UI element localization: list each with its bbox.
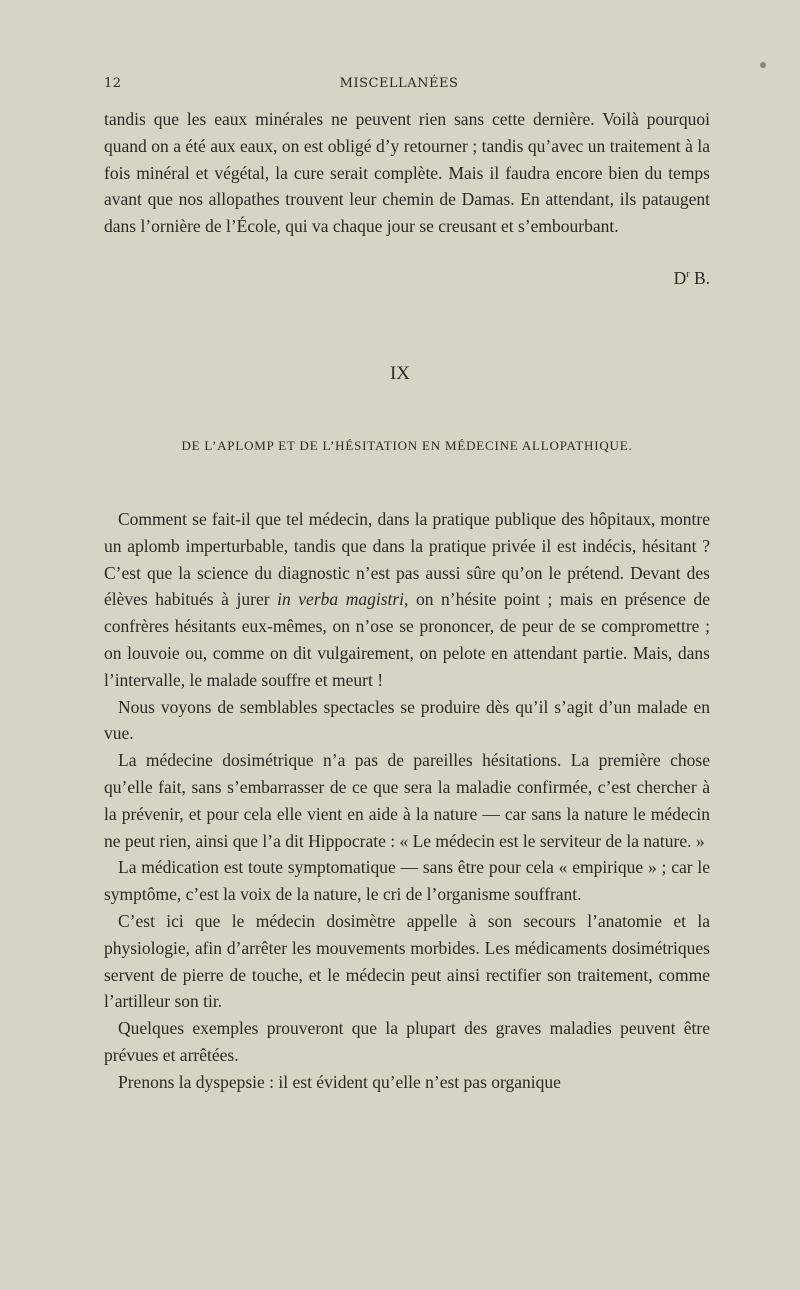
paragraph-5: C’est ici que le médecin dosimètre appelle à son secours l’anatomie et la physiologie, afin d’arrêter les mouvements morbides. Les médicaments dosimétriques servent de pierre de touche, et le médecin peut ainsi rectifier son traitement, comme l’artilleur son tir.: [104, 910, 710, 1012]
page-number: 12: [104, 76, 122, 91]
paragraph-7: Prenons la dyspepsie : il est évident qu’elle n’est pas organique: [118, 1071, 561, 1092]
signature-sup: r: [686, 269, 690, 281]
running-head: [104, 76, 710, 96]
opening-text: [104, 106, 710, 240]
paragraph-3: La médecine dosimétrique n’a pas de pareilles hésitations. La première chose qu’elle fait, sans s’embarrasser de ce que sera la maladie confirmée, c’est chercher à la prévenir, et pour cela elle vient en aide à la nature — car sans la nature le médecin ne peut rien, ainsi que l’a dit Hippocrate : « Le médecin est le serviteur de la nature. »: [104, 750, 710, 851]
section-title: DE L’APLOMP ET DE L’HÉSITATION EN MÉDECINE ALLOPATHIQUE.: [181, 438, 633, 453]
running-title: MISCELLANÉES: [339, 76, 459, 91]
signature-name: B.: [693, 268, 710, 288]
paragraph-4: La médication est toute symptomatique — sans être pour cela « empirique » ; car le symptôme, c’est la voix de la nature, le cri de l’organisme souffrant.: [104, 857, 710, 905]
paragraph-1-part-a: Comment se fait-il que tel médecin, dans la pratique publique des hôpitaux, montre un aplomb imperturbable, tandis que dans la pratique privée il est indécis, hésitant ? C’est que la science du diagnostic n’est pas aussi sûre qu’on le prétend. Devant des élèves habitués à jurer: [104, 509, 710, 610]
opening-paragraph: tandis que les eaux minérales ne peuvent rien sans cette dernière. Voilà pourquoi quand on a été aux eaux, on est obligé d’y retourner ; tandis qu’avec un traitement à la fois minéral et végétal, la cure serait complète. Mais il faudra encore bien du temps avant que nos allopathes trouvent leur chemin de Damas. En attendant, ils pataugent dans l’ornière de l’École, qui va chaque jour se creusant et s’embourbant.: [104, 109, 710, 237]
latin-phrase: in verba magistri,: [277, 589, 409, 610]
signature: [620, 268, 710, 289]
page-speck: [760, 62, 766, 68]
section-body: [104, 506, 710, 1096]
signature-prefix: D: [673, 268, 687, 288]
paragraph-1: [104, 506, 710, 694]
paragraph-1-part-b: on n’hésite point ; mais en présence de confrères hésitants eux-mêmes, on n’ose se prononcer, de peur de se compromettre ; on louvoie ou, comme on dit vulgairement, on pelote en attendant partie. Mais, dans l’intervalle, le malade souffre et meurt !: [104, 589, 710, 690]
section-number: IX: [389, 363, 411, 384]
paragraph-6: Quelques exemples prouveront que la plupart des graves maladies peuvent être prévues et arrêtées.: [104, 1018, 710, 1065]
paragraph-2: Nous voyons de semblables spectacles se produire dès qu’il s’agit d’un malade en vue.: [104, 696, 710, 744]
